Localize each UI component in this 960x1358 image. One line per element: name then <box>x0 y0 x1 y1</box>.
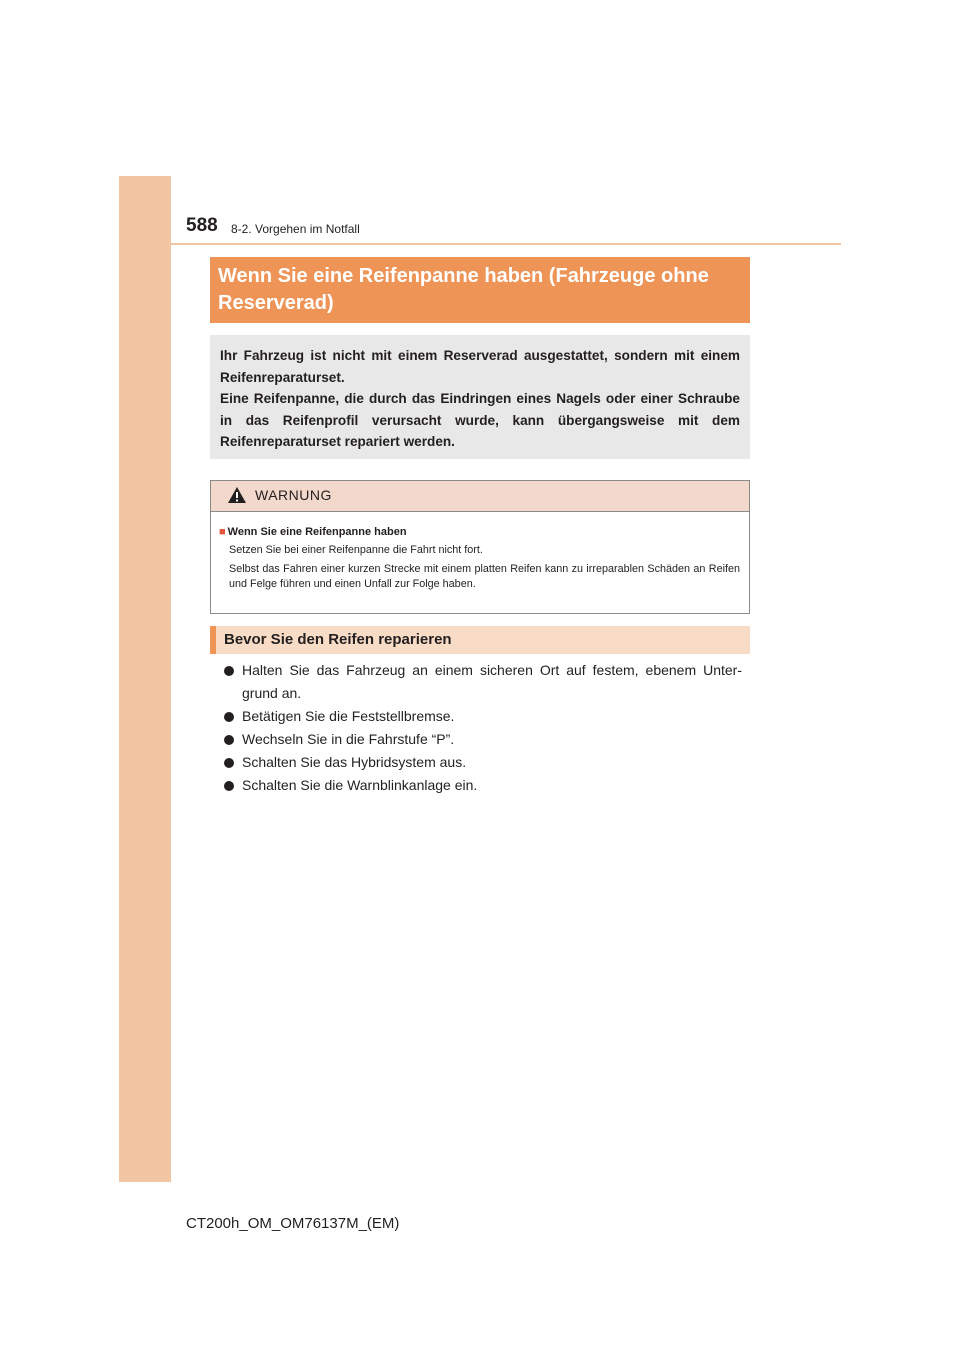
warning-label: WARNUNG <box>255 487 332 503</box>
step-text: Schalten Sie die Warnblinkanlage ein. <box>242 777 478 793</box>
bullet-dot-icon <box>224 781 234 791</box>
bullet-dot-icon <box>224 666 234 676</box>
title-box <box>210 257 750 323</box>
list-item <box>222 705 742 728</box>
footer-document-id: CT200h_OM_OM76137M_(EM) <box>186 1215 400 1232</box>
intro-paragraph-2: Eine Reifenpanne, die durch das Eindringen eines Nagels oder einer Schraube in das Reifenprofil verursacht wurde, kann übergangsweise mit dem Reifenreparaturset repariert werden. <box>220 391 740 450</box>
step-text: Betätigen Sie die Feststellbremse. <box>242 708 455 724</box>
intro-text <box>220 345 740 453</box>
list-item <box>222 751 742 774</box>
list-item <box>222 774 742 797</box>
warning-heading-row <box>219 524 740 540</box>
header-rule <box>119 243 841 245</box>
warning-triangle-icon <box>227 486 247 504</box>
warning-body <box>211 512 749 593</box>
section-label: 8-2. Vorgehen im Notfall <box>231 222 360 236</box>
intro-paragraph-1: Ihr Fahrzeug ist nicht mit einem Reserverad ausgestattet, sondern mit einem Reifenreparaturset. <box>220 348 740 385</box>
step-text: Schalten Sie das Hybridsystem aus. <box>242 754 467 770</box>
square-bullet-icon: ■ <box>219 526 226 538</box>
warning-header <box>211 481 749 512</box>
warning-paragraph-1: Setzen Sie bei einer Reifenpanne die Fahrt nicht fort. <box>229 544 483 556</box>
side-band <box>119 176 171 1182</box>
warning-heading: Wenn Sie eine Reifenpanne haben <box>227 526 407 538</box>
bullet-dot-icon <box>224 758 234 768</box>
subheading-box <box>210 626 750 654</box>
step-text: Halten Sie das Fahrzeug an einem sicheren Ort auf festem, ebenem Unter- grund an. <box>242 662 742 701</box>
bullet-dot-icon <box>224 735 234 745</box>
warning-paragraph-2: Selbst das Fahren einer kurzen Strecke mit einem platten Reifen kann zu irreparablen Schäden an Reifen und Felge führen und einen Unfall zur Folge haben. <box>229 562 740 590</box>
steps-list <box>222 659 742 797</box>
list-item <box>222 728 742 751</box>
list-item <box>222 659 742 705</box>
step-text: Wechseln Sie in die Fahrstufe “P”. <box>242 731 455 747</box>
page-title: Wenn Sie eine Reifenpanne haben (Fahrzeuge ohne Reserverad) <box>218 265 709 314</box>
warning-box <box>210 480 750 614</box>
bullet-dot-icon <box>224 712 234 722</box>
subheading: Bevor Sie den Reifen reparieren <box>224 631 452 648</box>
intro-box <box>210 335 750 459</box>
page-number: 588 <box>186 215 218 236</box>
